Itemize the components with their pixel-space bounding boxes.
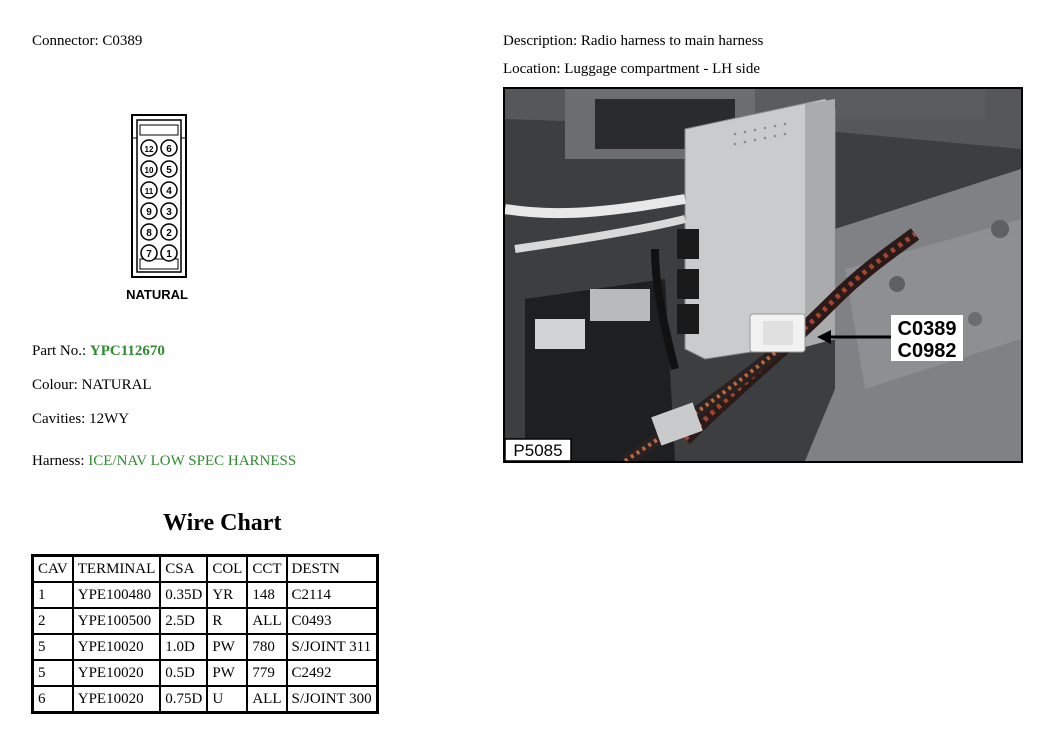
cavities-line bbox=[32, 411, 129, 428]
description-value: Radio harness to main harness bbox=[580, 33, 764, 49]
connector-pin-number: 6 bbox=[166, 144, 172, 155]
part-no-value: YPC112670 bbox=[89, 343, 165, 359]
table-cell: 5 bbox=[33, 634, 73, 660]
table-cell: 6 bbox=[33, 686, 73, 713]
table-cell: YPE100500 bbox=[73, 608, 161, 634]
location-value: Luggage compartment - LH side bbox=[564, 61, 761, 77]
connector-pin-number: 1 bbox=[166, 249, 172, 260]
connector-pin-number: 3 bbox=[166, 207, 172, 218]
table-header-row bbox=[33, 556, 378, 583]
column-header: COL bbox=[207, 556, 247, 583]
table-cell: YPE100480 bbox=[73, 582, 161, 608]
table-cell: PW bbox=[207, 660, 247, 686]
column-header: CSA bbox=[160, 556, 207, 583]
table-cell: 0.35D bbox=[160, 582, 207, 608]
table-cell: 779 bbox=[247, 660, 286, 686]
connector-colour-label: NATURAL bbox=[126, 287, 188, 302]
table-cell: YPE10020 bbox=[73, 634, 161, 660]
table-cell: 5 bbox=[33, 660, 73, 686]
location-photo bbox=[503, 87, 1023, 463]
connector-label: Connector: bbox=[32, 33, 99, 49]
callout-c0982: C0982 bbox=[897, 340, 957, 362]
table-row bbox=[33, 582, 378, 608]
table-cell: ALL bbox=[247, 686, 286, 713]
part-no-label: Part No.: bbox=[32, 343, 87, 359]
description-label: Description: bbox=[503, 33, 578, 49]
table-cell: YPE10020 bbox=[73, 686, 161, 713]
connector-pin-number: 8 bbox=[146, 228, 152, 239]
location-line bbox=[503, 61, 760, 78]
table-cell: PW bbox=[207, 634, 247, 660]
table-cell: 1.0D bbox=[160, 634, 207, 660]
harness-label: Harness: bbox=[32, 453, 85, 469]
photo-ref: P5085 bbox=[513, 441, 563, 460]
column-header: TERMINAL bbox=[73, 556, 161, 583]
table-cell: YPE10020 bbox=[73, 660, 161, 686]
table-cell: 0.75D bbox=[160, 686, 207, 713]
column-header: DESTN bbox=[287, 556, 378, 583]
table-cell: 0.5D bbox=[160, 660, 207, 686]
colour-value: NATURAL bbox=[81, 377, 152, 393]
column-header: CCT bbox=[247, 556, 286, 583]
table-cell: YR bbox=[207, 582, 247, 608]
table-cell: 780 bbox=[247, 634, 286, 660]
cavities-label: Cavities: bbox=[32, 411, 86, 427]
connector-face-diagram bbox=[118, 112, 206, 304]
table-cell: S/JOINT 300 bbox=[287, 686, 378, 713]
table-cell: C2492 bbox=[287, 660, 378, 686]
column-header: CAV bbox=[33, 556, 73, 583]
location-label: Location: bbox=[503, 61, 561, 77]
table-cell: 2.5D bbox=[160, 608, 207, 634]
table-row bbox=[33, 686, 378, 713]
table-cell: 1 bbox=[33, 582, 73, 608]
connector-id: C0389 bbox=[102, 33, 143, 49]
connector-pin-number: 9 bbox=[146, 207, 152, 218]
table-cell: ALL bbox=[247, 608, 286, 634]
connector-pin-number: 10 bbox=[144, 166, 154, 175]
description-line bbox=[503, 33, 763, 50]
connector-heading bbox=[32, 33, 142, 50]
harness-line bbox=[32, 453, 296, 470]
part-no-line bbox=[32, 343, 165, 360]
wire-chart-title: Wire Chart bbox=[163, 510, 282, 536]
harness-value: ICE/NAV LOW SPEC HARNESS bbox=[88, 453, 297, 469]
table-cell: 2 bbox=[33, 608, 73, 634]
connector-pin-number: 11 bbox=[144, 187, 154, 196]
wire-chart-table bbox=[31, 554, 379, 714]
cavities-value: 12WY bbox=[89, 411, 130, 427]
table-cell: 148 bbox=[247, 582, 286, 608]
colour-line bbox=[32, 377, 152, 394]
table-cell: C0493 bbox=[287, 608, 378, 634]
table-cell: R bbox=[207, 608, 247, 634]
table-row bbox=[33, 608, 378, 634]
table-cell: U bbox=[207, 686, 247, 713]
table-row bbox=[33, 660, 378, 686]
connector-pin-number: 5 bbox=[166, 165, 172, 176]
connector-pin-number: 12 bbox=[144, 145, 154, 154]
table-cell: C2114 bbox=[287, 582, 378, 608]
connector-pin-number: 7 bbox=[146, 249, 152, 260]
connector-pin-number: 4 bbox=[166, 186, 172, 197]
table-cell: S/JOINT 311 bbox=[287, 634, 378, 660]
callout-c0389: C0389 bbox=[897, 318, 957, 340]
connector-pin-number: 2 bbox=[166, 228, 172, 239]
colour-label: Colour: bbox=[32, 377, 78, 393]
table-row bbox=[33, 634, 378, 660]
